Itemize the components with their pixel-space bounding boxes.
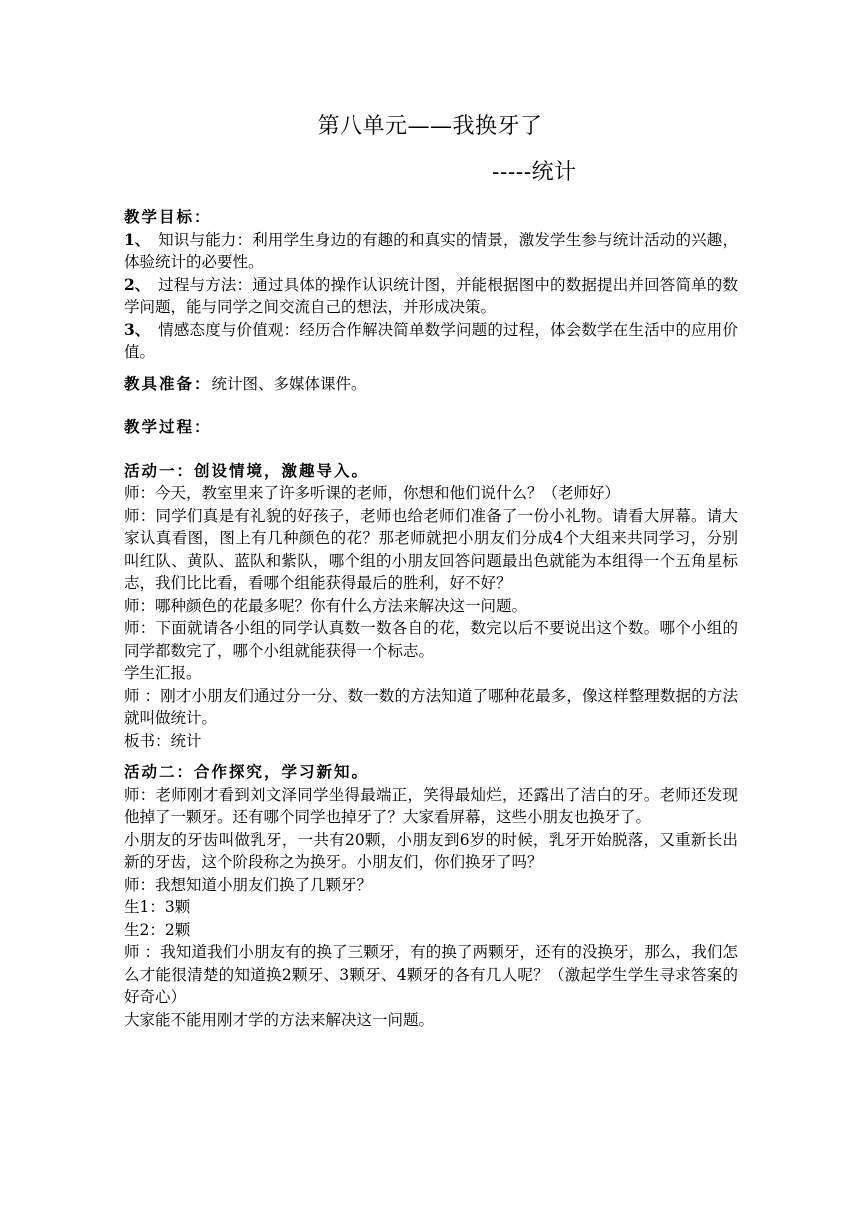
goal-item-1 bbox=[124, 229, 738, 274]
goal-item-2 bbox=[124, 274, 738, 319]
activity2-line: 师：我想知道小朋友们换了几颗牙？ bbox=[124, 875, 373, 894]
activity1-line: 学生汇报。 bbox=[124, 664, 202, 682]
activity1-heading: 活动一：创设情境，激趣导入。 bbox=[124, 460, 370, 480]
goal-item-number: 3、 bbox=[124, 319, 151, 339]
activity2-line: 师：老师刚才看到刘文泽同学坐得最端正，笑得最灿烂，还露出了洁白的牙。老师还发现他掉了一颗牙。还有哪个同学也掉牙了？大家看屏幕，这些小朋友也换牙了。 bbox=[124, 785, 738, 826]
goal-item-number: 2、 bbox=[124, 274, 151, 294]
activity1-line: 师：哪种颜色的花最多呢？你有什么方法来解决这一问题。 bbox=[124, 596, 528, 615]
goal-item-text: 情感态度与价值观：经历合作解决简单数学问题的过程，体会数学在生活中的应用价值。 bbox=[124, 320, 738, 361]
goals-heading: 教学目标： bbox=[124, 207, 212, 226]
activity2-line: 生1：3颗 bbox=[124, 898, 191, 916]
activity2-line: 小朋友的牙齿叫做乳牙，一共有20颗，小朋友到6岁的时候，乳牙开始脱落，又重新长出新的牙齿，这个阶段称之为换牙。小朋友们，你们换牙了吗？ bbox=[124, 830, 738, 871]
activity1-line: 师：同学们真是有礼貌的好孩子，老师也给老师们准备了一份小礼物。请看大屏幕。请大家认真看图，图上有几种颜色的花？那老师就把小朋友们分成4个大组来共同学习，分别叫红队、黄队、蓝队和紫队，哪个组的小朋友回答问题最出色就能为本组得一个五角星标志，我们比比看，看哪个组能获得最后的胜利，好不好？ bbox=[124, 506, 738, 592]
activity2-heading: 活动二：合作探究，学习新知。 bbox=[124, 762, 370, 781]
goal-item-number: 1、 bbox=[124, 229, 151, 249]
activity1-line: 师：下面就请各小组的同学认真数一数各自的花，数完以后不要说出这个数。哪个小组的同学都数完了，哪个小组就能获得一个标志。 bbox=[124, 619, 738, 660]
prep-line bbox=[124, 373, 738, 396]
activity1-line: 板书：统计 bbox=[124, 731, 202, 750]
prep-label: 教具准备： bbox=[124, 373, 212, 393]
document-body bbox=[124, 206, 738, 1031]
document-title: 第八单元——我换牙了 bbox=[317, 114, 543, 139]
activity1-line: 师：今天，教室里来了许多听课的老师，你想和他们说什么？（老师好） bbox=[124, 484, 621, 502]
goal-item-3 bbox=[124, 319, 738, 364]
activity1-line: 师 ：刚才小朋友们通过分一分、数一数的方法知道了哪种花最多，像这样整理数据的方法就叫做统计。 bbox=[124, 686, 738, 727]
activity2-line: 生2：2颗 bbox=[124, 920, 191, 939]
process-heading: 教学过程： bbox=[124, 417, 212, 436]
goal-item-text: 知识与能力：利用学生身边的有趣的和真实的情景，激发学生参与统计活动的兴趣，体验统计的必要性。 bbox=[124, 230, 738, 271]
activity2-line: 大家能不能用刚才学的方法来解决这一问题。 bbox=[124, 1010, 435, 1029]
prep-text: 统计图、多媒体课件。 bbox=[211, 374, 367, 393]
document-subtitle: -----统计 bbox=[492, 160, 577, 185]
activity2-line: 师 ：我知道我们小朋友有的换了三颗牙，有的换了两颗牙，还有的没换牙，那么，我们怎么才能很清楚的知道换2颗牙、3颗牙、4颗牙的各有几人呢？（激起学生学生寻求答案的好奇心） bbox=[124, 943, 738, 1006]
goal-item-text: 过程与方法：通过具体的操作认识统计图，并能根据图中的数据提出并回答简单的数学问题，能与同学之间交流自己的想法，并形成决策。 bbox=[124, 275, 738, 316]
